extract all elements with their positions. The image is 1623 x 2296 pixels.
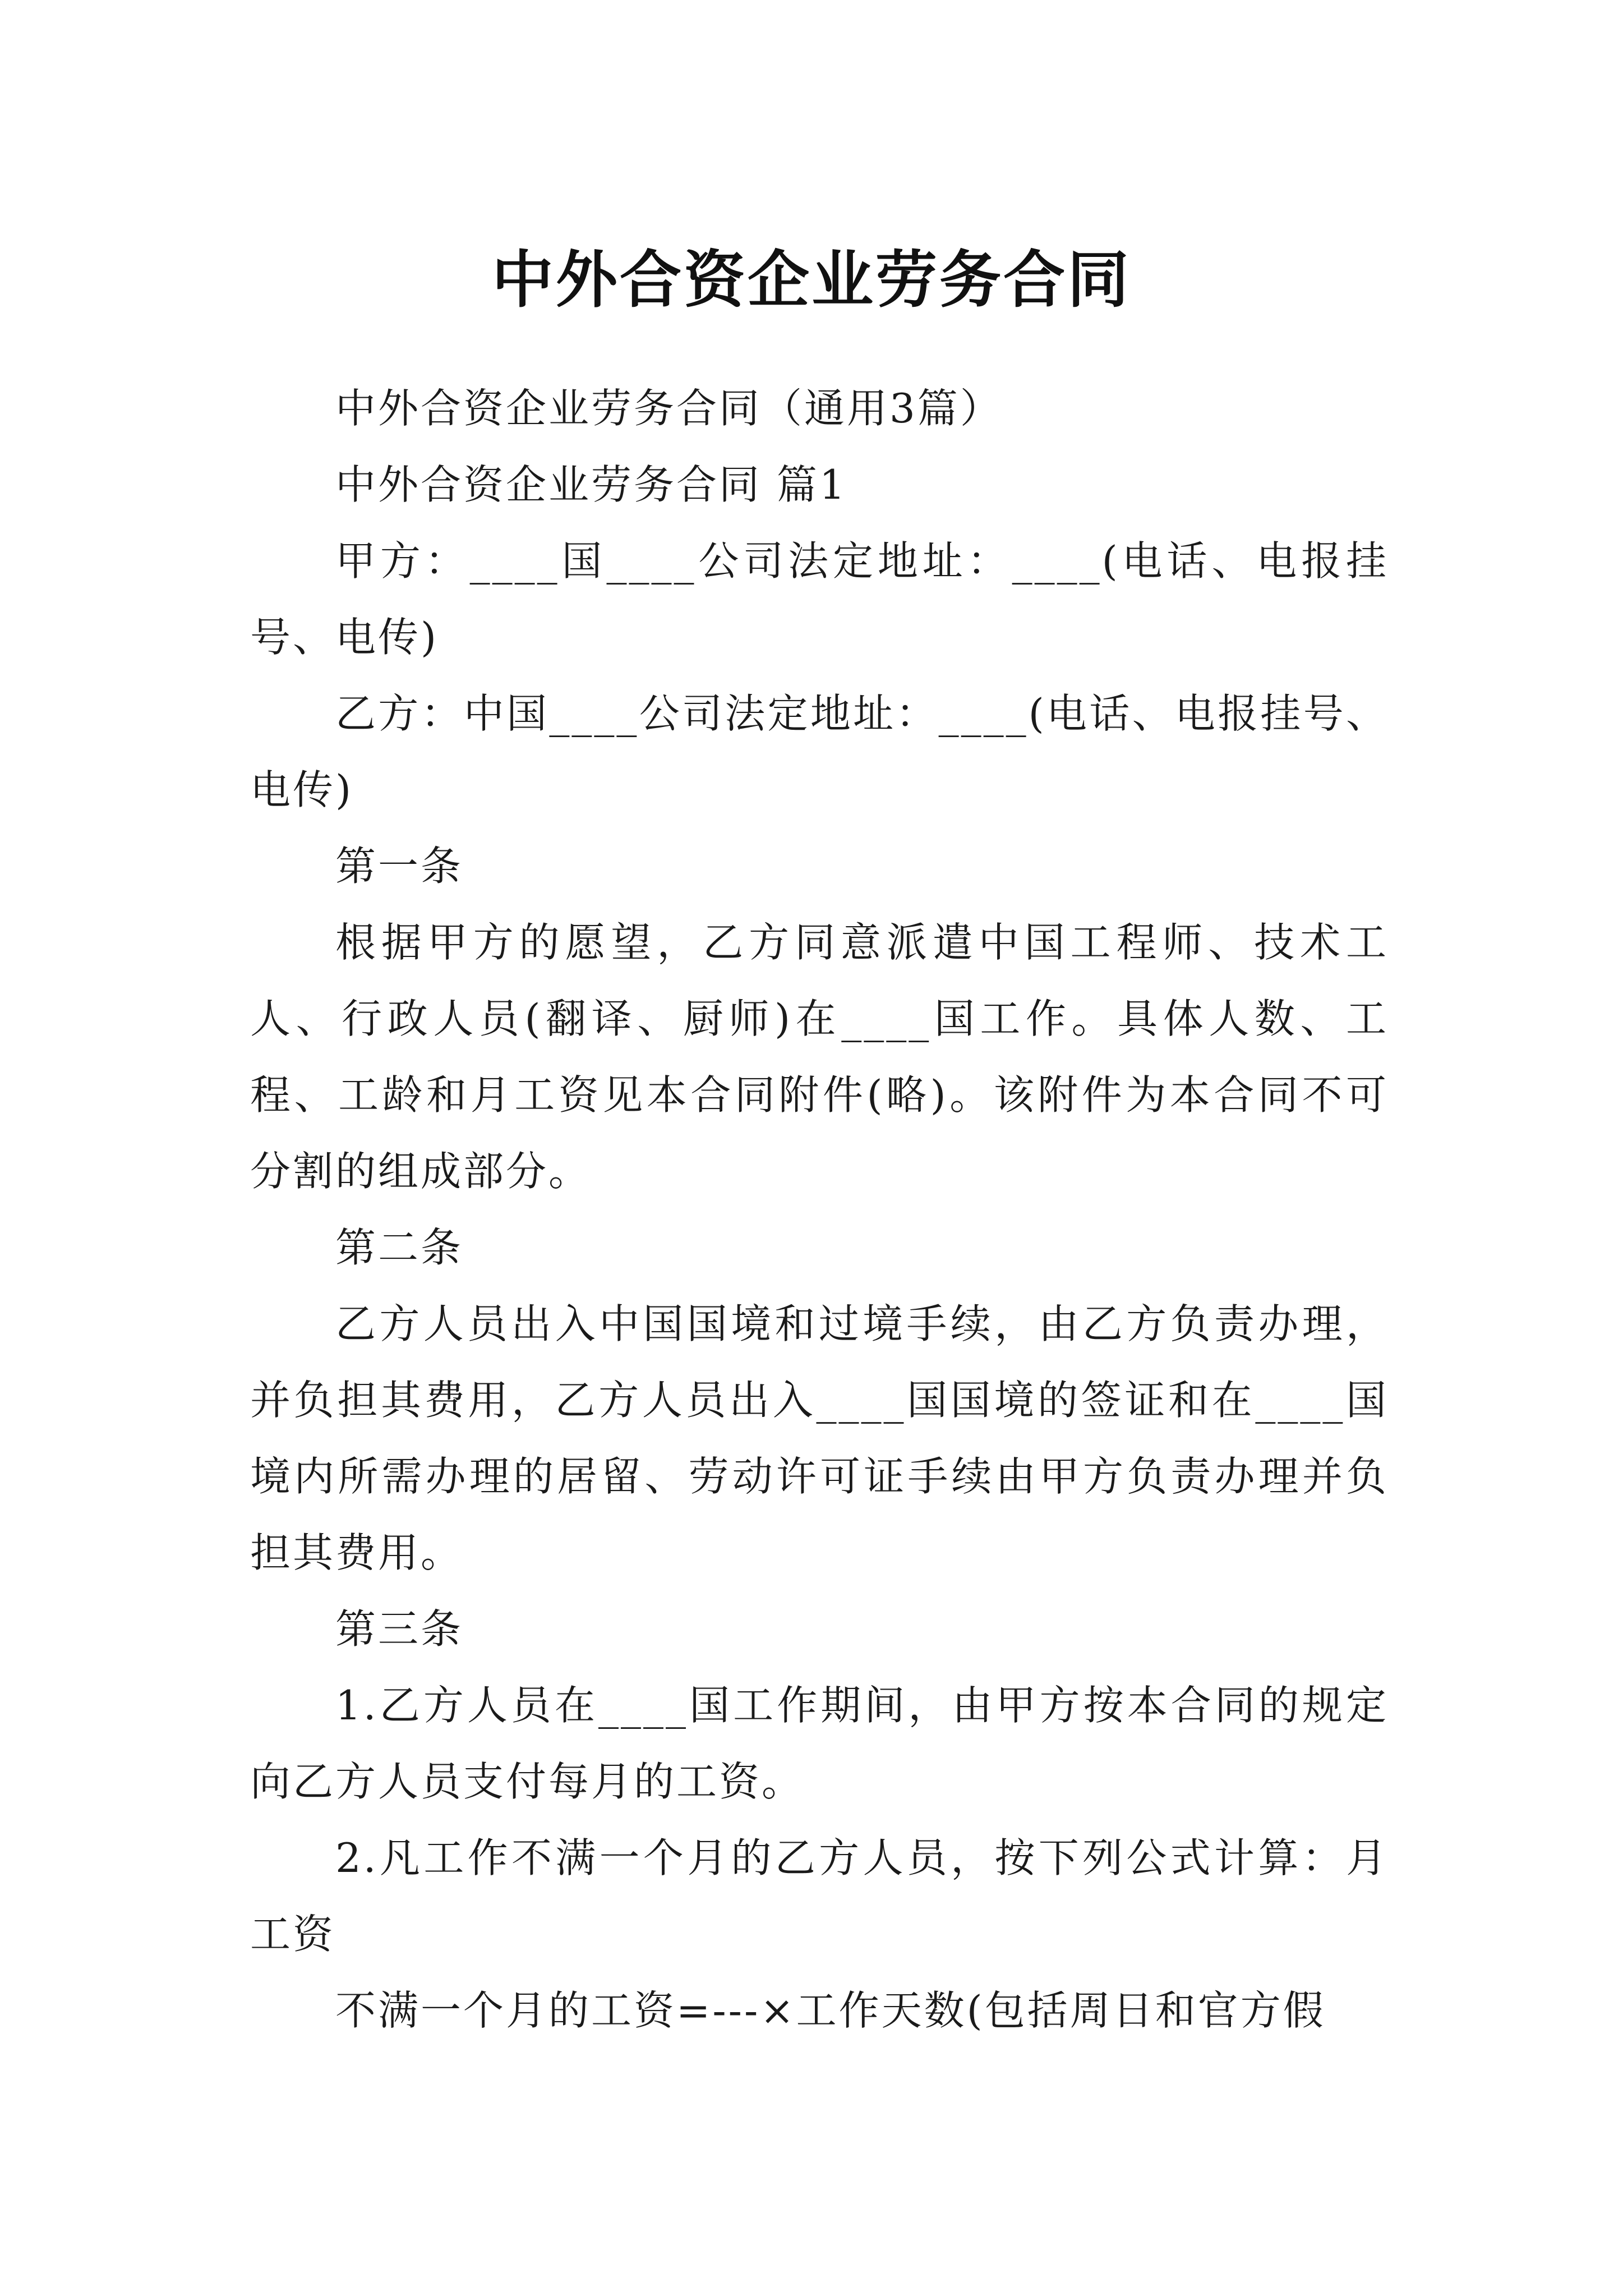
party-a-paragraph: 甲方：____国____公司法定地址：____(电话、电报挂号、电传) [250, 537, 1389, 661]
article-heading: 第三条 [335, 1605, 464, 1653]
document-title: 中外合资企业劳务合同 [492, 243, 1131, 316]
article-paragraph: 根据甲方的愿望，乙方同意派遣中国工程师、技术工人、行政人员(翻译、厨师)在____国工作。具体人数、工程、工龄和月工资见本合同附件(略)。该附件为本合同不可分割的组成部分。 [250, 919, 1389, 1195]
article-paragraph: 乙方人员出入中国国境和过境手续，由乙方负责办理，并负担其费用，乙方人员出入____国国境的签证和在____国境内所需办理的居留、劳动许可证手续由甲方负责办理并负担其费用。 [250, 1300, 1389, 1576]
document-body [250, 370, 1389, 2049]
section-heading: 中外合资企业劳务合同 篇1 [335, 461, 847, 508]
article-heading: 第二条 [335, 1224, 464, 1271]
article-heading: 第一条 [335, 843, 464, 890]
party-b-paragraph: 乙方：中国____公司法定地址：____(电话、电报挂号、电传) [250, 690, 1389, 813]
article-paragraph: 不满一个月的工资=---×工作天数(包括周日和官方假 [335, 1987, 1326, 2034]
article-paragraph: 1.乙方人员在____国工作期间，由甲方按本合同的规定向乙方人员支付每月的工资。 [250, 1682, 1389, 1805]
subtitle-paragraph: 中外合资企业劳务合同（通用3篇） [335, 385, 1003, 432]
article-paragraph: 2.凡工作不满一个月的乙方人员，按下列公式计算：月工资 [250, 1834, 1389, 1958]
